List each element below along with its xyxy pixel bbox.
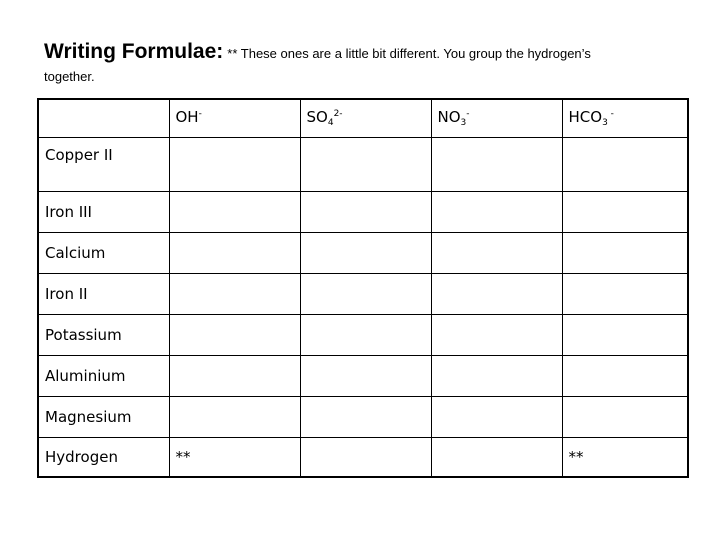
table-row-potassium [38,314,688,355]
table-row-aluminium [38,355,688,396]
ion-charge: - [466,109,470,120]
table-row-hydrogen [38,437,688,477]
answer-cell[interactable] [169,232,300,273]
answer-cell[interactable] [562,191,688,232]
instruction-note-continued: together. [44,69,95,84]
ion-symbol: NO [437,108,461,127]
answer-cell[interactable] [169,355,300,396]
row-label: Iron III [38,191,169,232]
answer-cell[interactable] [169,273,300,314]
row-label: Magnesium [38,396,169,437]
ion-header-hydroxide [169,99,300,137]
formulae-table [37,98,689,478]
answer-cell[interactable] [431,314,562,355]
row-label: Aluminium [38,355,169,396]
ion-symbol: OH [175,108,199,127]
table-row-calcium [38,232,688,273]
ion-charge: - [198,109,202,120]
ion-charge: - [607,109,614,120]
answer-cell[interactable] [431,355,562,396]
row-label: Hydrogen [38,437,169,477]
table-row-iron-ii [38,273,688,314]
ion-subscript: 3 [460,118,467,129]
answer-cell[interactable] [562,232,688,273]
answer-cell[interactable]: ** [562,437,688,477]
table-row-copper-ii [38,137,688,191]
row-label: Calcium [38,232,169,273]
answer-cell[interactable] [169,396,300,437]
row-label: Copper II [38,137,169,191]
answer-cell[interactable] [300,437,431,477]
answer-cell[interactable] [431,191,562,232]
row-label: Iron II [38,273,169,314]
ion-subscript: 3 [602,118,608,129]
answer-cell[interactable] [300,191,431,232]
answer-cell[interactable]: ** [169,437,300,477]
answer-cell[interactable] [300,273,431,314]
answer-cell[interactable] [562,314,688,355]
answer-cell[interactable] [431,137,562,191]
answer-cell[interactable] [300,355,431,396]
ion-header-bicarbonate [562,99,688,137]
answer-cell[interactable] [169,314,300,355]
answer-cell[interactable] [300,137,431,191]
worksheet-heading [44,38,694,84]
ion-symbol: HCO [568,108,603,127]
answer-cell[interactable] [562,137,688,191]
answer-cell[interactable] [431,232,562,273]
ion-subscript: 4 [327,118,334,129]
table-row-iron-iii [38,191,688,232]
answer-cell[interactable] [562,396,688,437]
answer-cell[interactable] [300,232,431,273]
answer-cell[interactable] [562,355,688,396]
row-label: Potassium [38,314,169,355]
ion-header-nitrate [431,99,562,137]
heading-line [44,38,694,68]
answer-cell[interactable] [169,137,300,191]
answer-cell[interactable] [431,437,562,477]
ion-header-sulfate [300,99,431,137]
answer-cell[interactable] [431,396,562,437]
table-row-magnesium [38,396,688,437]
answer-cell[interactable] [169,191,300,232]
worksheet-title: Writing Formulae: [44,40,224,63]
ion-symbol: SO [306,108,328,127]
header-row [38,99,688,137]
corner-cell [38,99,169,137]
answer-cell[interactable] [431,273,562,314]
instruction-note: ** These ones are a little bit different. You group the hydrogen’s [227,46,591,61]
answer-cell[interactable] [562,273,688,314]
ion-charge: 2- [333,109,343,120]
answer-cell[interactable] [300,396,431,437]
answer-cell[interactable] [300,314,431,355]
